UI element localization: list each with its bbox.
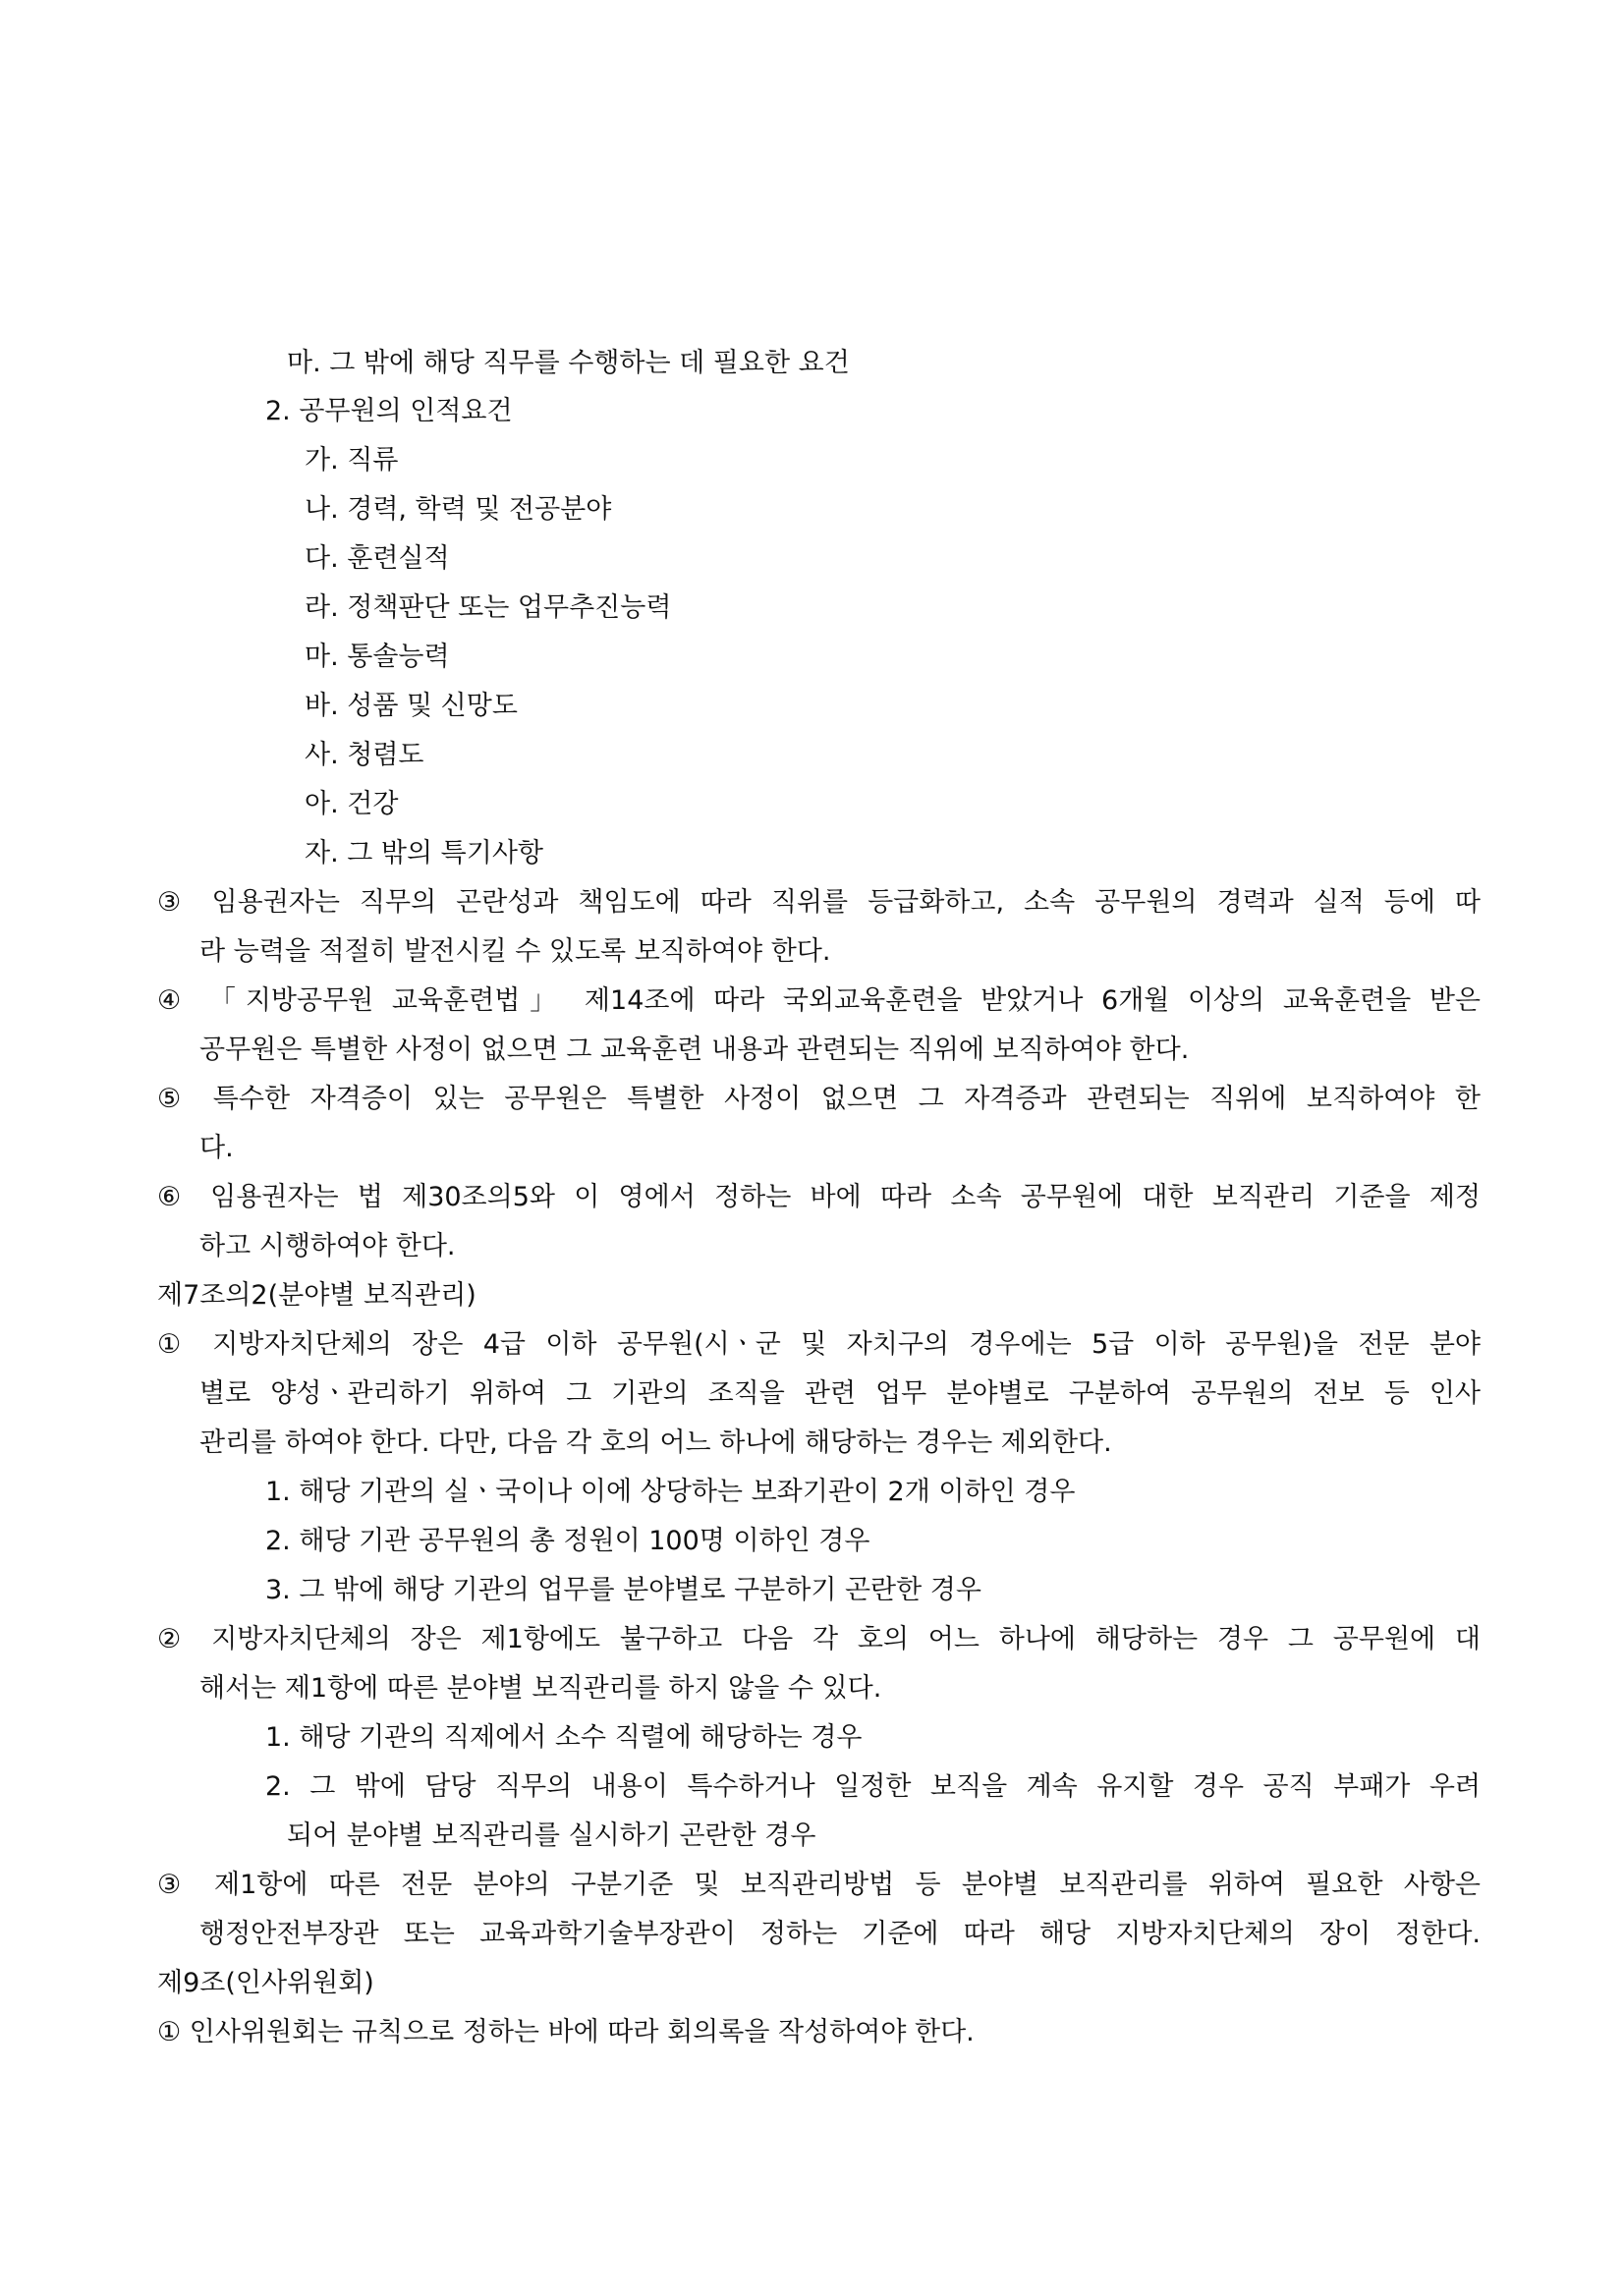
text-line: 바. 성품 및 신망도 xyxy=(305,691,518,721)
text-line: 다. xyxy=(199,1133,234,1163)
text-line: ① 지방자치단체의 장은 4급 이하 공무원(시ㆍ군 및 자치구의 경우에는 5급 이하 공무원)을 전문 분야 xyxy=(157,1329,1481,1360)
text-line: 2. 공무원의 인적요건 xyxy=(265,396,513,426)
text-line: ⑥ 임용권자는 법 제30조의5와 이 영에서 정하는 바에 따라 소속 공무원에 대한 보직관리 기준을 제정 xyxy=(157,1182,1481,1212)
text-line: 3. 그 밖에 해당 기관의 업무를 분야별로 구분하기 곤란한 경우 xyxy=(265,1575,981,1605)
text-line: 관리를 하여야 한다. 다만, 다음 각 호의 어느 하나에 해당하는 경우는 제외한다. xyxy=(199,1428,1112,1458)
text-line: 공무원은 특별한 사정이 없으면 그 교육훈련 내용과 관련되는 직위에 보직하여야 한다. xyxy=(199,1035,1190,1065)
text-line: 1. 해당 기관의 실ㆍ국이나 이에 상당하는 보좌기관이 2개 이하인 경우 xyxy=(265,1477,1076,1507)
text-line: 마. 통솔능력 xyxy=(305,642,450,672)
article-heading: 제9조(인사위원회) xyxy=(157,1968,374,1998)
text-line: ③ 제1항에 따른 전문 분야의 구분기준 및 보직관리방법 등 분야별 보직관리를 위하여 필요한 사항은 xyxy=(157,1870,1481,1900)
text-line: ⑤ 특수한 자격증이 있는 공무원은 특별한 사정이 없으면 그 자격증과 관련되는 직위에 보직하여야 한 xyxy=(157,1084,1481,1114)
text-line: 1. 해당 기관의 직제에서 소수 직렬에 해당하는 경우 xyxy=(265,1722,863,1753)
text-line: ② 지방자치단체의 장은 제1항에도 불구하고 다음 각 호의 어느 하나에 해당하는 경우 그 공무원에 대 xyxy=(157,1624,1481,1654)
text-line: ① 인사위원회는 규칙으로 정하는 바에 따라 회의록을 작성하여야 한다. xyxy=(157,2017,975,2047)
text-line: 2. 그 밖에 담당 직무의 내용이 특수하거나 일정한 보직을 계속 유지할 경우 공직 부패가 우려 xyxy=(265,1771,1481,1802)
text-line: 라. 정책판단 또는 업무추진능력 xyxy=(305,592,672,623)
text-line: 가. 직류 xyxy=(305,445,399,476)
text-line: 하고 시행하여야 한다. xyxy=(199,1231,456,1261)
text-line: 나. 경력, 학력 및 전공분야 xyxy=(305,494,612,525)
article-heading: 제7조의2(분야별 보직관리) xyxy=(157,1280,476,1311)
text-line: 해서는 제1항에 따른 분야별 보직관리를 하지 않을 수 있다. xyxy=(199,1673,882,1704)
text-line: 라 능력을 적절히 발전시킬 수 있도록 보직하여야 한다. xyxy=(199,936,831,967)
text-line: 사. 청렴도 xyxy=(305,740,424,770)
text-line: ④ 「지방공무원 교육훈련법」 제14조에 따라 국외교육훈련을 받았거나 6개월 이상의 교육훈련을 받은 xyxy=(157,985,1481,1016)
text-line: 아. 건강 xyxy=(305,789,399,819)
text-line: 행정안전부장관 또는 교육과학기술부장관이 정하는 기준에 따라 해당 지방자치단체의 장이 정한다. xyxy=(199,1919,1481,1949)
text-line: 다. 훈련실적 xyxy=(305,543,450,574)
text-line: 되어 분야별 보직관리를 실시하기 곤란한 경우 xyxy=(287,1820,816,1851)
text-line: ③ 임용권자는 직무의 곤란성과 책임도에 따라 직위를 등급화하고, 소속 공무원의 경력과 실적 등에 따 xyxy=(157,887,1481,918)
text-line: 별로 양성ㆍ관리하기 위하여 그 기관의 조직을 관련 업무 분야별로 구분하여 공무원의 전보 등 인사 xyxy=(199,1378,1481,1409)
text-line: 마. 그 밖에 해당 직무를 수행하는 데 필요한 요건 xyxy=(287,348,850,378)
text-line: 2. 해당 기관 공무원의 총 정원이 100명 이하인 경우 xyxy=(265,1526,870,1556)
text-line: 자. 그 밖의 특기사항 xyxy=(305,838,543,868)
